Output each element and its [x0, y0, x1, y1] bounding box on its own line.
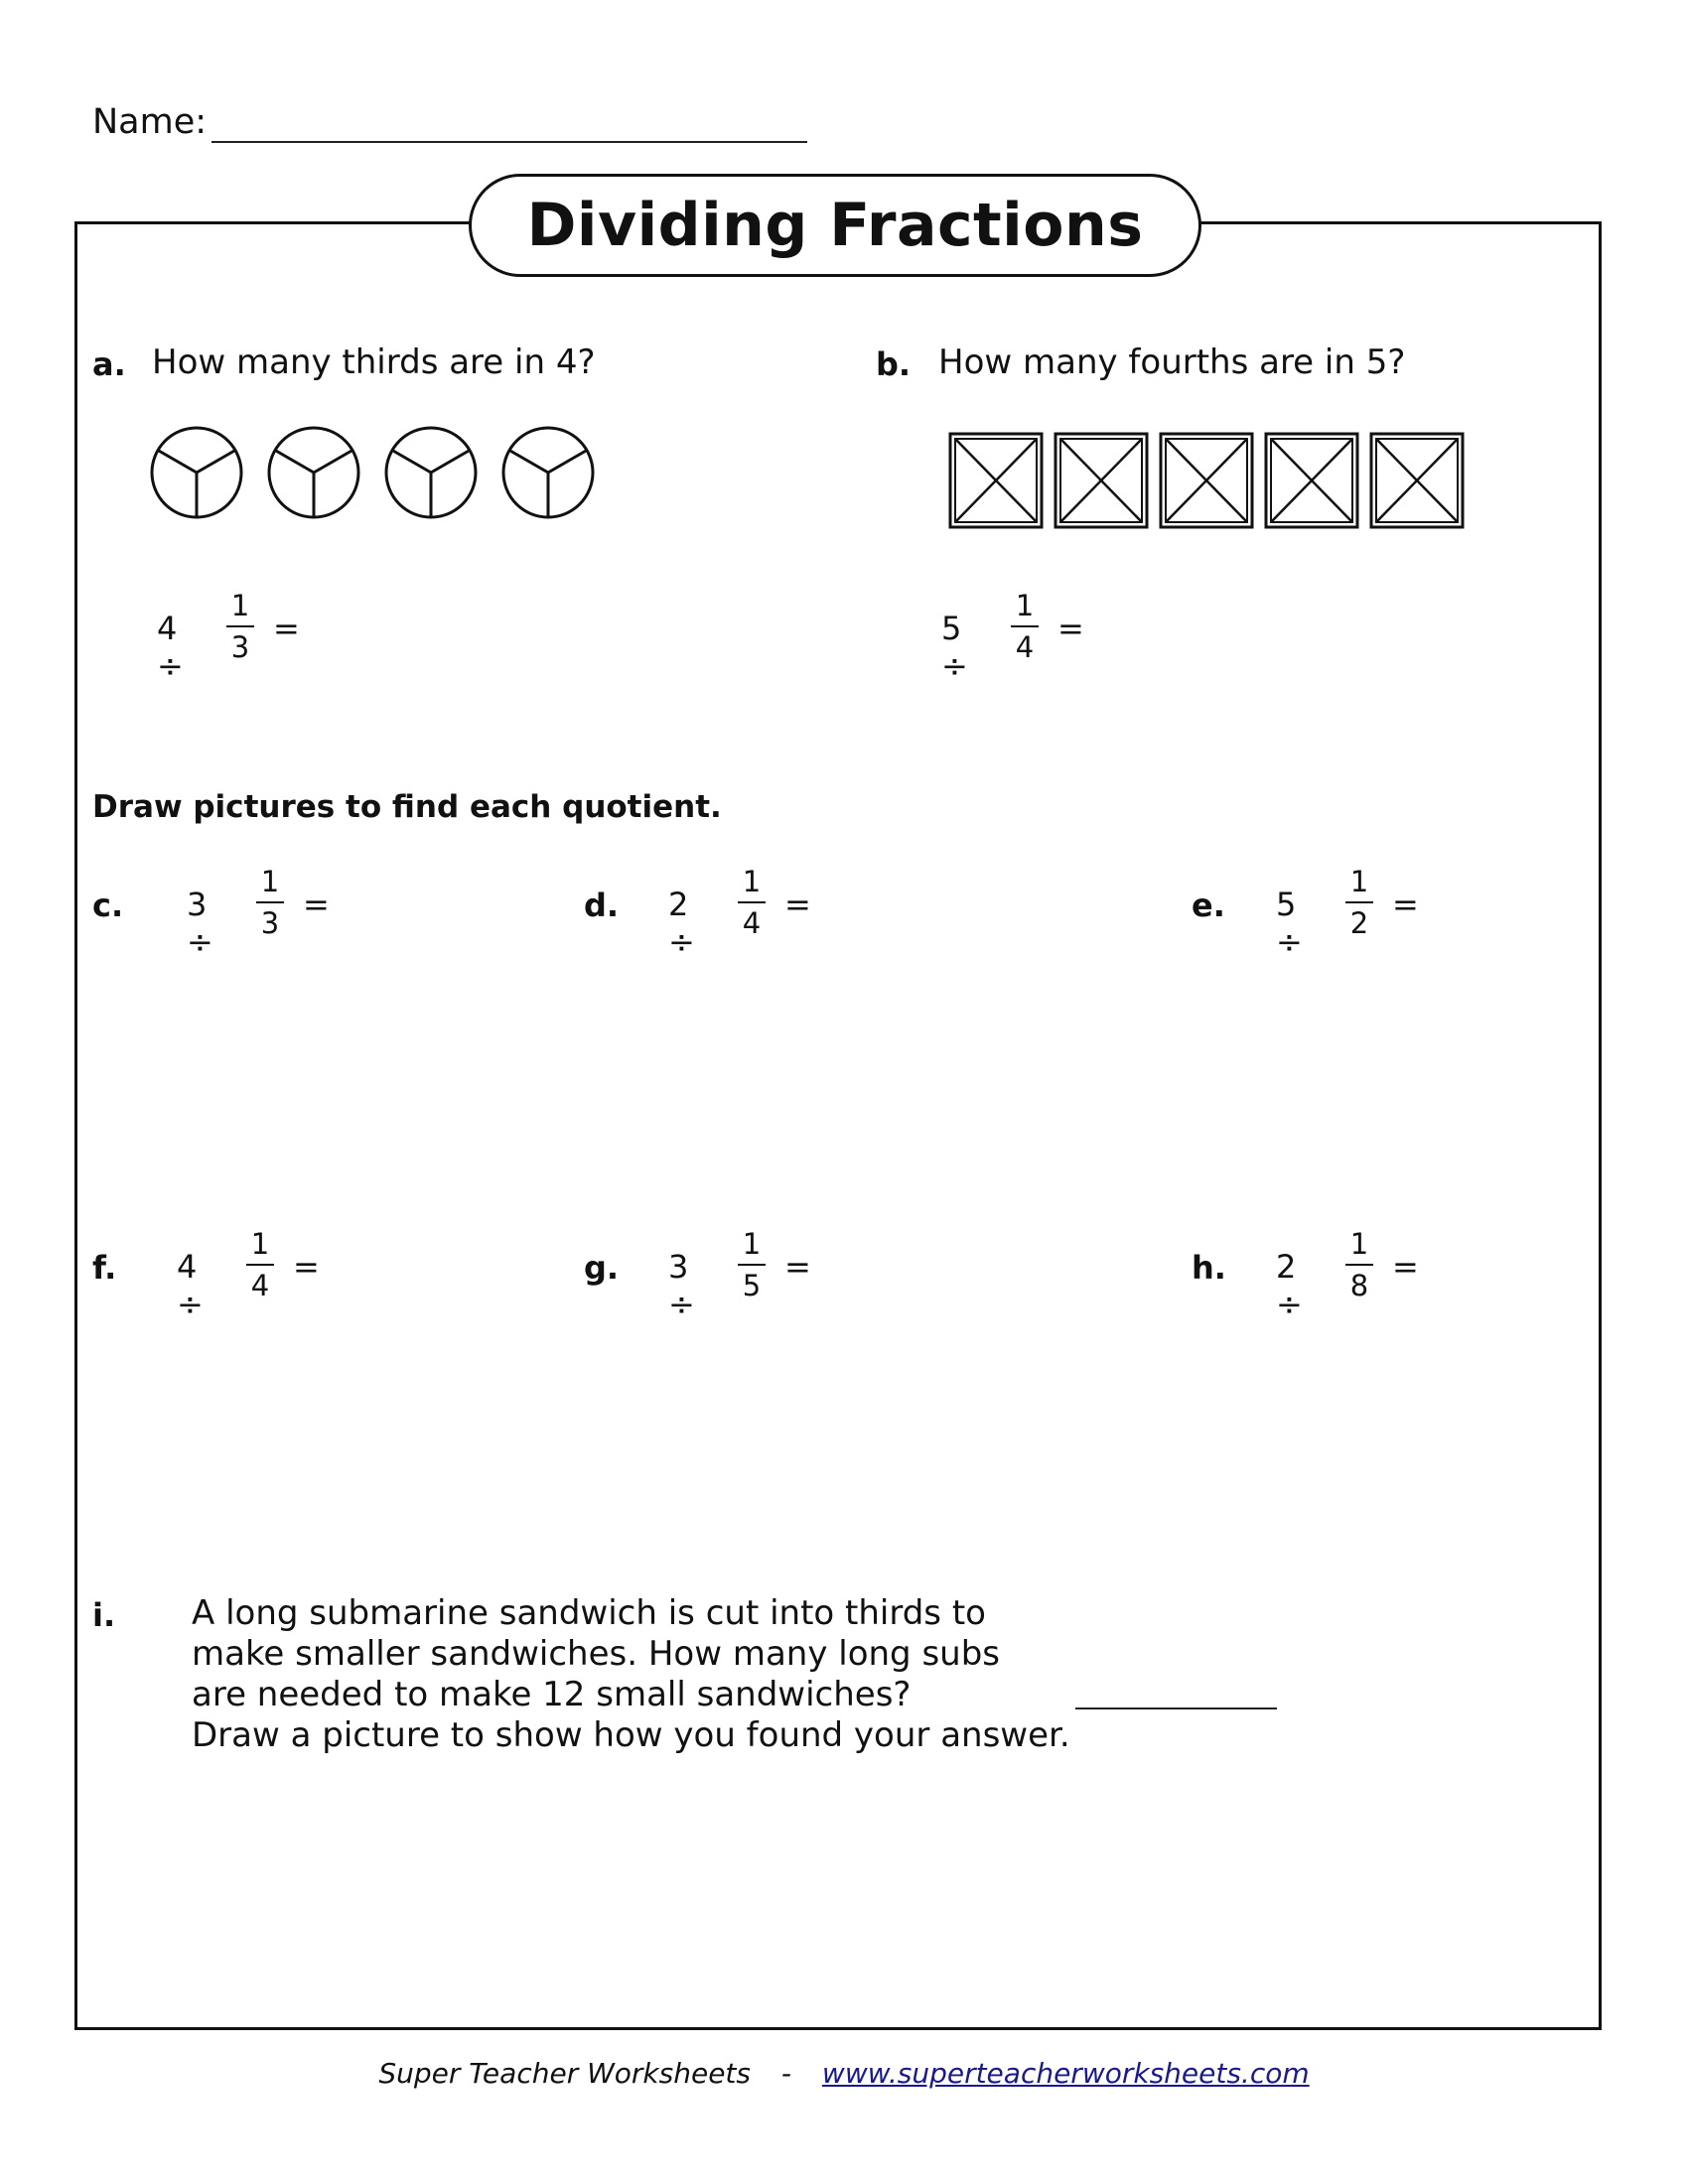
circle-3 — [386, 428, 476, 517]
word-problem-line: make smaller sandwiches. How many long subs — [192, 1634, 1001, 1674]
whole-number: 3 ÷ — [187, 886, 213, 961]
label-g: g. — [584, 1249, 620, 1287]
denominator: 2 — [1349, 906, 1369, 940]
denominator: 5 — [742, 1269, 762, 1302]
denominator: 4 — [742, 906, 762, 940]
footer — [0, 2057, 1688, 2090]
fraction-bar — [1011, 625, 1039, 627]
equals-sign: = — [293, 1248, 320, 1286]
footer-separator: - — [780, 2057, 792, 2090]
question-b: How many fourths are in 5? — [938, 342, 1406, 382]
denominator: 4 — [1015, 630, 1035, 664]
denominator: 8 — [1349, 1269, 1369, 1302]
equals-sign: = — [303, 886, 330, 923]
footer-link[interactable]: www.superteacherworksheets.com — [821, 2057, 1310, 2090]
fourths-squares — [948, 432, 1470, 531]
numerator: 1 — [250, 1227, 270, 1261]
numerator: 1 — [742, 1227, 762, 1261]
whole-number: 2 ÷ — [1276, 1248, 1303, 1323]
denominator: 3 — [230, 630, 250, 664]
label-f: f. — [92, 1249, 117, 1287]
equals-sign: = — [1057, 610, 1084, 647]
title-box — [469, 174, 1201, 277]
name-line[interactable] — [211, 141, 807, 143]
square-2 — [1055, 434, 1147, 527]
fraction — [224, 588, 256, 665]
circle-2 — [269, 428, 358, 517]
numerator: 1 — [1015, 589, 1035, 622]
numerator: 1 — [260, 865, 280, 898]
fraction — [1009, 588, 1041, 665]
square-3 — [1161, 434, 1252, 527]
label-h: h. — [1192, 1249, 1226, 1287]
numerator: 1 — [1349, 865, 1369, 898]
answer-line[interactable] — [1075, 1707, 1277, 1709]
circle-1 — [152, 428, 241, 517]
whole-number: 5 ÷ — [941, 610, 968, 685]
fraction — [254, 864, 286, 941]
equals-sign: = — [784, 1248, 811, 1286]
label-e: e. — [1192, 887, 1225, 924]
fraction — [736, 1226, 768, 1303]
word-problem-line: Draw a picture to show how you found your answer. — [192, 1715, 1070, 1755]
fraction-bar — [246, 1264, 274, 1266]
label-b: b. — [876, 345, 912, 383]
page-title: Dividing Fractions — [526, 191, 1144, 260]
numerator: 1 — [1349, 1227, 1369, 1261]
denominator: 4 — [250, 1269, 270, 1302]
whole-number: 5 ÷ — [1276, 886, 1303, 961]
word-problem-line: are needed to make 12 small sandwiches? — [192, 1675, 912, 1714]
thirds-circles — [147, 425, 604, 524]
label-c: c. — [92, 887, 124, 924]
name-label: Name: — [92, 102, 208, 142]
fraction-bar — [1345, 1264, 1373, 1266]
fraction — [244, 1226, 276, 1303]
fraction — [736, 864, 768, 941]
equals-sign: = — [784, 886, 811, 923]
circle-4 — [503, 428, 593, 517]
equals-sign: = — [273, 610, 300, 647]
fraction — [1343, 1226, 1375, 1303]
label-d: d. — [584, 887, 620, 924]
square-5 — [1371, 434, 1463, 527]
square-1 — [950, 434, 1042, 527]
equals-sign: = — [1392, 1248, 1419, 1286]
fraction-bar — [738, 901, 766, 903]
question-a: How many thirds are in 4? — [152, 342, 596, 382]
whole-number: 4 ÷ — [177, 1248, 204, 1323]
numerator: 1 — [742, 865, 762, 898]
whole-number: 3 ÷ — [668, 1248, 695, 1323]
denominator: 3 — [260, 906, 280, 940]
instructions: Draw pictures to find each quotient. — [92, 789, 722, 825]
label-a: a. — [92, 345, 126, 383]
fraction — [1343, 864, 1375, 941]
label-i: i. — [92, 1596, 116, 1634]
fraction-bar — [1345, 901, 1373, 903]
fraction-bar — [738, 1264, 766, 1266]
square-4 — [1266, 434, 1357, 527]
fraction-bar — [256, 901, 284, 903]
whole-number: 4 ÷ — [157, 610, 184, 685]
numerator: 1 — [230, 589, 250, 622]
whole-number: 2 ÷ — [668, 886, 695, 961]
footer-brand: Super Teacher Worksheets — [378, 2057, 751, 2090]
equals-sign: = — [1392, 886, 1419, 923]
word-problem-line: A long submarine sandwich is cut into thirds to — [192, 1593, 986, 1633]
word-problem — [192, 1593, 1070, 1756]
fraction-bar — [226, 625, 254, 627]
